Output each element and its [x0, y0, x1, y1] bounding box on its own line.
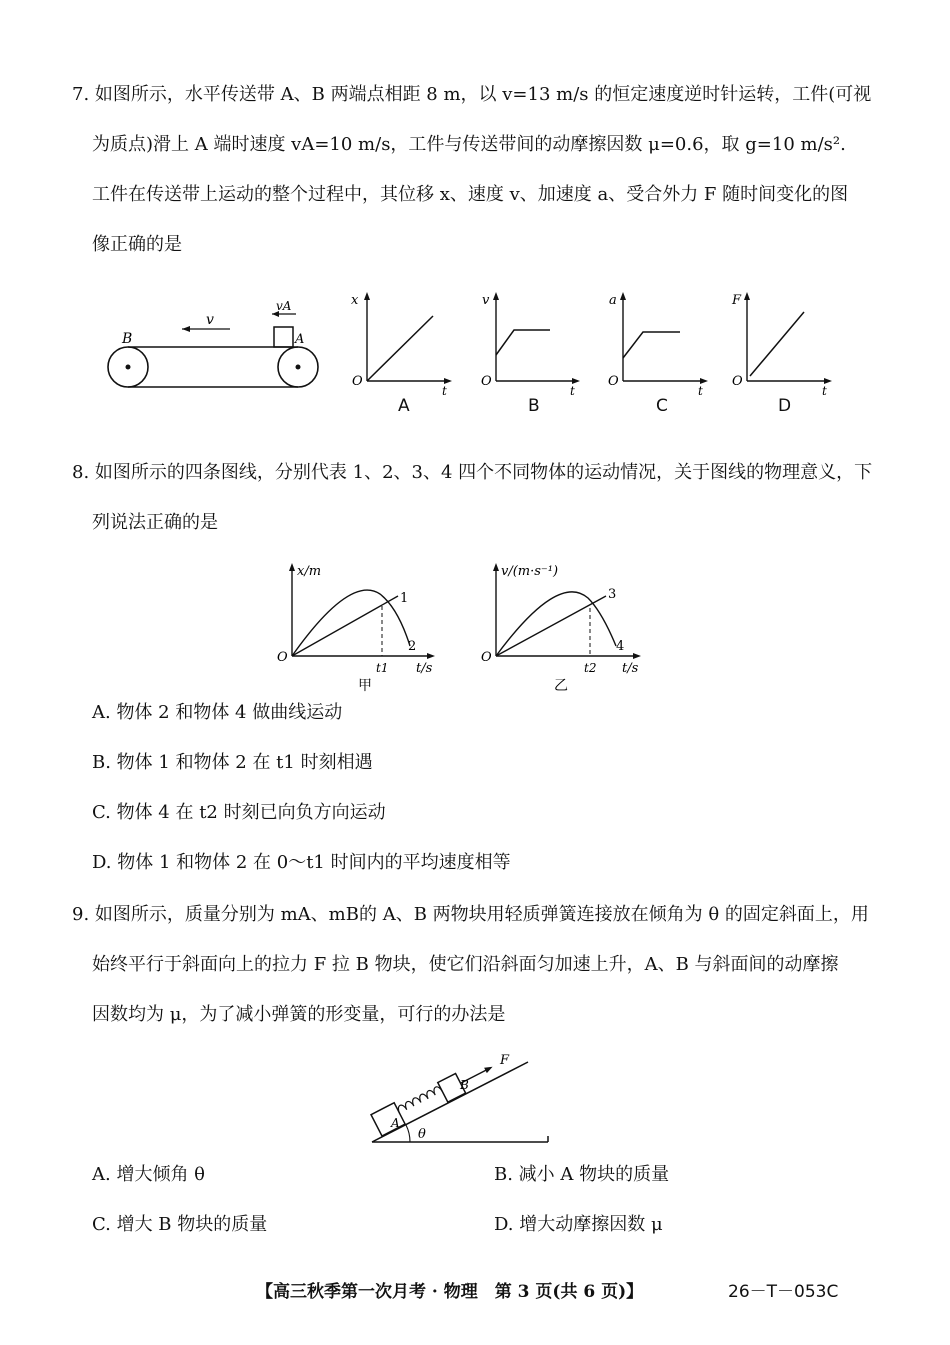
yi-t-mark: t2: [584, 661, 597, 675]
jia-line-1: [292, 596, 398, 656]
yi-curve-3-label: 3: [608, 587, 617, 602]
q8-option-a[interactable]: A. 物体 2 和物体 4 做曲线运动: [92, 702, 343, 723]
q9-block-a: [371, 1103, 405, 1136]
q9-label-f: F: [500, 1053, 510, 1068]
belt-label-a: A: [295, 332, 305, 347]
yi-caption: 乙: [554, 678, 568, 694]
q7-graph-b-caption: B: [528, 396, 540, 416]
graph-c-y-label: a: [609, 293, 617, 308]
graph-c-x-label: t: [698, 384, 703, 398]
yi-y-label: v/(m·s⁻¹): [501, 564, 559, 579]
graph-a-origin: O: [352, 374, 363, 389]
q7-graph-c-caption: C: [656, 396, 668, 416]
q7-belt-figure: [100, 295, 330, 395]
q9-option-a[interactable]: A. 增大倾角 θ: [92, 1164, 206, 1185]
graph-d-line: [750, 312, 804, 376]
q7-graph-a: [340, 288, 460, 398]
q8-text-line2: 列说法正确的是: [92, 512, 218, 533]
q9-text-line1: 9. 如图所示，质量分别为 mA、mB的 A、B 两物块用轻质弹簧连接放在倾角为 θ 的固定斜面上，用: [72, 904, 869, 925]
jia-caption: 甲: [358, 678, 372, 694]
q9-label-theta: θ: [418, 1127, 426, 1142]
graph-c-line: [623, 332, 680, 358]
graph-b-origin: O: [481, 374, 492, 389]
q7-text-line3: 工件在传送带上运动的整个过程中，其位移 x、速度 v、加速度 a、受合外力 F 随时间变化的图: [92, 184, 849, 205]
q8-figure-jia: [270, 558, 450, 696]
q9-text-line2: 始终平行于斜面向上的拉力 F 拉 B 物块，使它们沿斜面匀加速上升，A、B 与斜面间的动摩擦: [92, 954, 839, 975]
yi-x-label: t/s: [622, 661, 639, 676]
page-footer-title: 【高三秋季第一次月考 · 物理 第 3 页(共 6 页)】: [256, 1282, 644, 1302]
graph-b-y-label: v: [482, 293, 490, 308]
q9-option-c[interactable]: C. 增大 B 物块的质量: [92, 1214, 268, 1235]
q8-option-b[interactable]: B. 物体 1 和物体 2 在 t1 时刻相遇: [92, 752, 373, 773]
q7-graph-a-caption: A: [398, 396, 410, 416]
q7-graph-d-caption: D: [778, 396, 792, 416]
q9-label-b: B: [460, 1078, 469, 1092]
jia-t-mark: t1: [376, 661, 389, 675]
belt-label-v: v: [206, 312, 214, 328]
q9-text-line3: 因数均为 μ，为了减小弹簧的形变量，可行的办法是: [92, 1004, 506, 1025]
q8-option-d[interactable]: D. 物体 1 和物体 2 在 0～t1 时间内的平均速度相等: [92, 852, 511, 873]
q9-option-d[interactable]: D. 增大动摩擦因数 μ: [494, 1214, 663, 1235]
q7-graph-c: [598, 288, 718, 398]
belt-label-va: vA: [276, 299, 292, 313]
jia-origin: O: [277, 650, 288, 665]
graph-d-origin: O: [732, 374, 743, 389]
graph-d-x-label: t: [822, 384, 827, 398]
graph-a-y-label: x: [351, 293, 359, 308]
graph-a-line: [367, 316, 433, 381]
jia-curve-2-label: 2: [408, 639, 417, 654]
q8-text-line1: 8. 如图所示的四条图线，分别代表 1、2、3、4 四个不同物体的运动情况，关于图线的物理意义，下: [72, 462, 873, 483]
jia-y-label: x/m: [297, 564, 322, 579]
q7-graph-d: [722, 288, 842, 398]
q9-option-b[interactable]: B. 减小 A 物块的质量: [494, 1164, 670, 1185]
belt-label-b: B: [122, 331, 133, 347]
graph-b-line: [496, 330, 550, 355]
page-footer-code: 26－T－053C: [728, 1282, 839, 1302]
graph-a-x-label: t: [442, 384, 447, 398]
q7-text-line1: 7. 如图所示，水平传送带 A、B 两端点相距 8 m，以 v=13 m/s 的恒定速度逆时针运转，工件(可视: [72, 84, 872, 105]
jia-curve-1-label: 1: [400, 591, 409, 606]
q8-figure-yi: [474, 558, 664, 696]
jia-x-label: t/s: [416, 661, 433, 676]
q8-option-c[interactable]: C. 物体 4 在 t2 时刻已向负方向运动: [92, 802, 386, 823]
q9-incline-figure: [360, 1050, 560, 1150]
q7-text-line4: 像正确的是: [92, 234, 182, 255]
graph-c-origin: O: [608, 374, 619, 389]
q7-text-line2: 为质点)滑上 A 端时速度 vA=10 m/s，工件与传送带间的动摩擦因数 μ=0.6，取 g=10 m/s².: [92, 134, 846, 155]
graph-d-y-label: F: [732, 293, 742, 308]
yi-curve-4-label: 4: [616, 639, 625, 654]
graph-b-x-label: t: [570, 384, 575, 398]
q7-graph-b: [472, 288, 592, 398]
yi-origin: O: [481, 650, 492, 665]
q9-label-a: A: [391, 1116, 400, 1130]
